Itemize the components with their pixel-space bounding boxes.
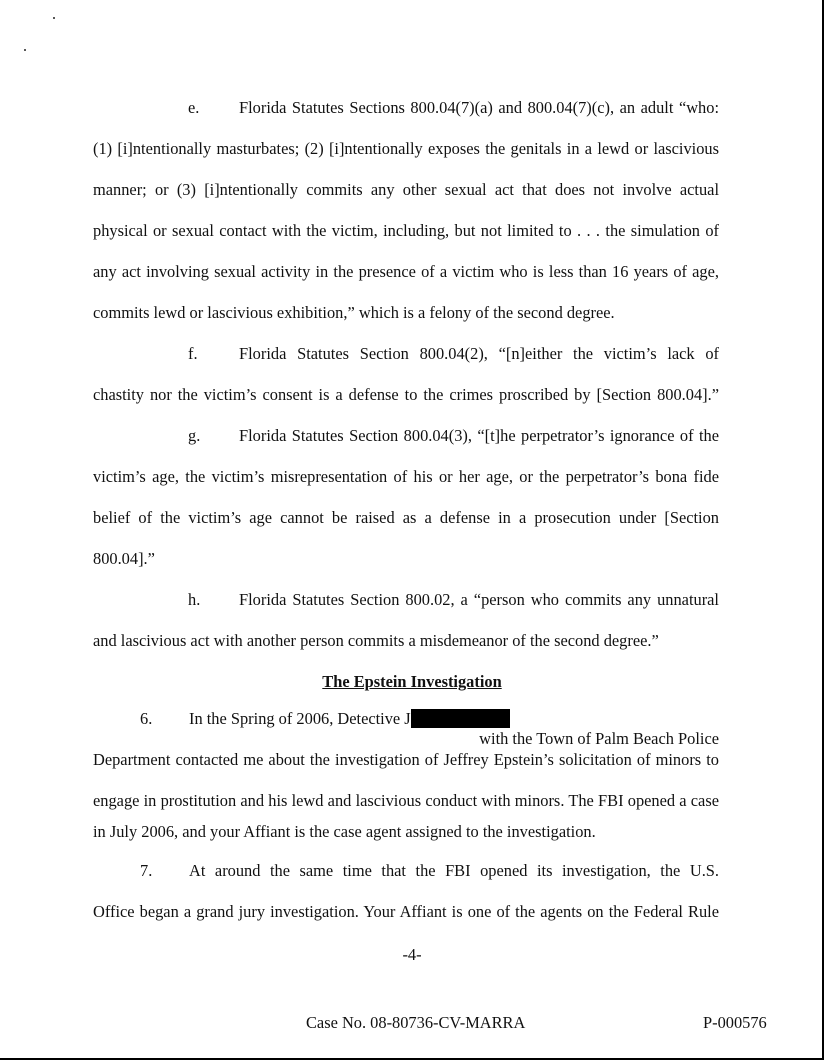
para-h-line-2: and lascivious act with another person commits a misdemeanor of the second degree.” [93,631,659,650]
para-7-number: 7. [140,861,153,880]
para-6-line-1-after: with the Town of Palm Beach Police [479,729,719,748]
para-6-line-3: engage in prostitution and his lewd and lascivious conduct with minors. The FBI opened a case [93,791,719,810]
para-e-line-2: (1) [i]ntentionally masturbates; (2) [i]ntentionally exposes the genitals in a lewd or lascivious [93,139,719,158]
para-6-line-2: Department contacted me about the investigation of Jeffrey Epstein’s solicitation of minors to [93,750,719,769]
para-6-line-4: in July 2006, and your Affiant is the case agent assigned to the investigation. [93,822,596,841]
para-6-line-1-before: In the Spring of 2006, Detective J [189,709,411,728]
para-e-line-5: any act involving sexual activity in the presence of a victim who is less than 16 years of age, [93,262,719,281]
para-7-line-1: At around the same time that the FBI opened its investigation, the U.S. [189,861,719,880]
para-g-line-1: Florida Statutes Section 800.04(3), “[t]he perpetrator’s ignorance of the [239,426,719,445]
para-h-label: h. [188,590,201,609]
page-number: -4- [402,945,422,964]
para-h-line-1: Florida Statutes Section 800.02, a “person who commits any unnatural [239,590,719,609]
scan-speck [53,17,55,19]
para-6-line-1 [189,709,719,749]
footer-case-number: Case No. 08-80736-CV-MARRA [306,1013,526,1032]
para-e-line-3: manner; or (3) [i]ntentionally commits any other sexual act that does not involve actual [93,180,719,199]
scan-speck [24,49,26,51]
para-f-label: f. [188,344,198,363]
para-e-line-6: commits lewd or lascivious exhibition,” which is a felony of the second degree. [93,303,615,322]
para-g-label: g. [188,426,201,445]
para-e-label: e. [188,98,200,117]
para-7-line-2: Office began a grand jury investigation. Your Affiant is one of the agents on the Federal Rule [93,902,719,921]
para-g-line-4: 800.04].” [93,549,155,568]
para-6-number: 6. [140,709,153,728]
para-g-line-2: victim’s age, the victim’s misrepresentation of his or her age, or the perpetrator’s bona fide [93,467,719,486]
para-e-line-4: physical or sexual contact with the victim, including, but not limited to . . . the simulation of [93,221,719,240]
para-f-line-1: Florida Statutes Section 800.04(2), “[n]either the victim’s lack of [239,344,719,363]
redaction-box [411,709,510,728]
footer-bates-number: P-000576 [703,1013,767,1032]
para-g-line-3: belief of the victim’s age cannot be raised as a defense in a prosecution under [Section [93,508,719,527]
para-f-line-2: chastity nor the victim’s consent is a defense to the crimes proscribed by [Section 800.04].” [93,385,719,404]
section-heading: The Epstein Investigation [322,672,502,691]
para-e-line-1: Florida Statutes Sections 800.04(7)(a) and 800.04(7)(c), an adult “who: [239,98,719,117]
